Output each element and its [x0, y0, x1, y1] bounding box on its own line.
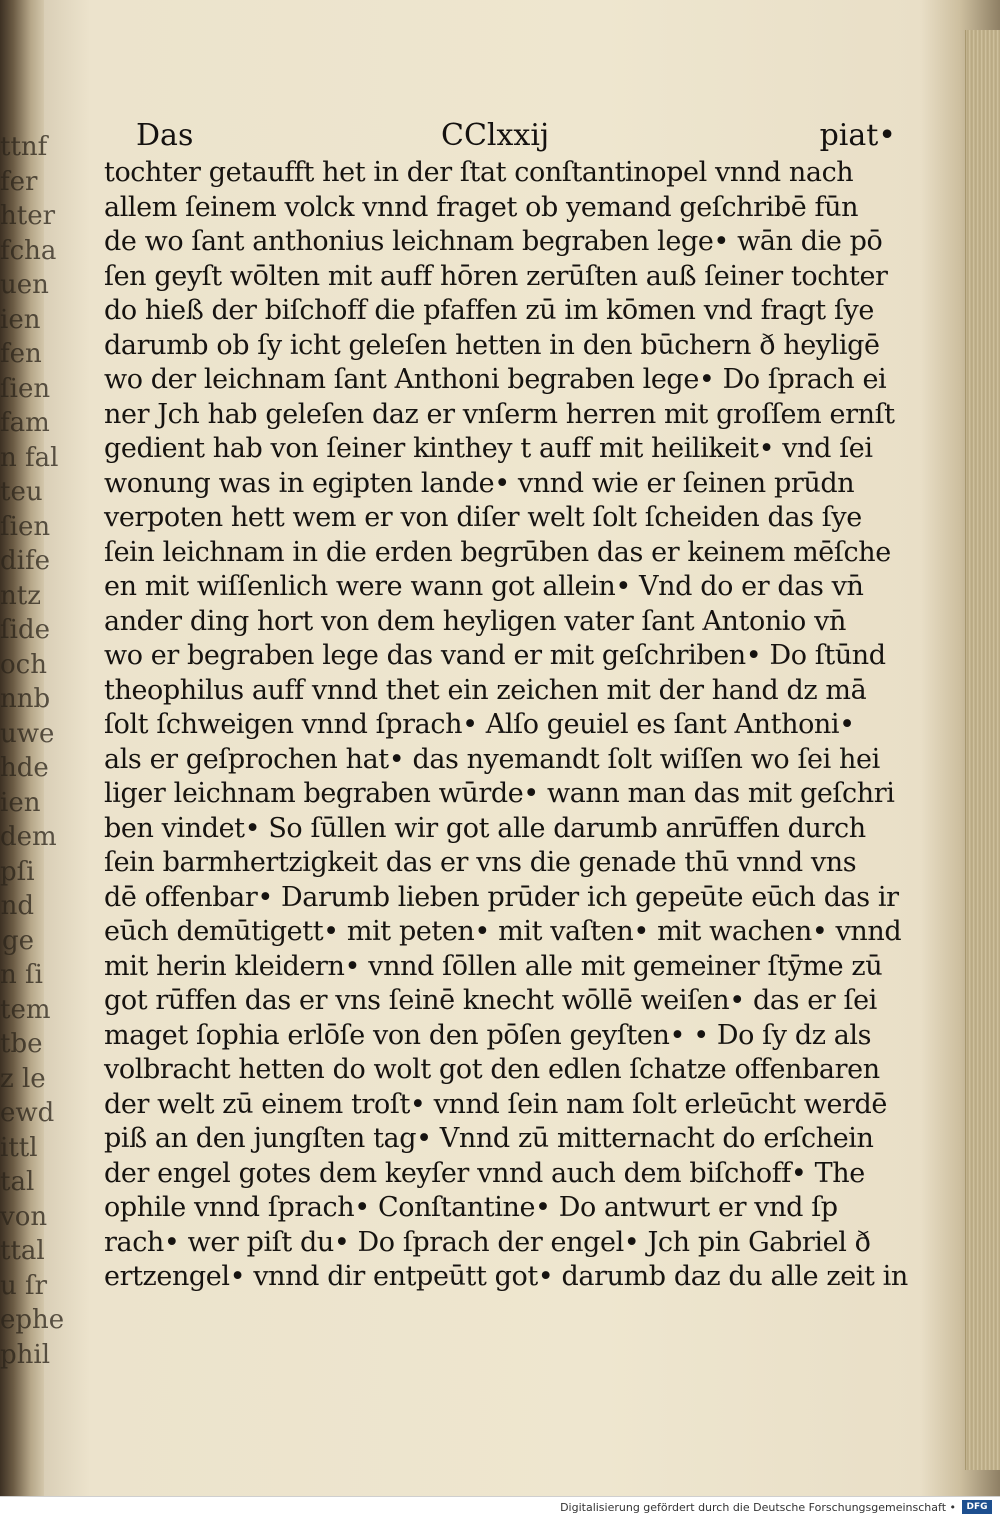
text-line: liger leichnam begraben wūrde• wann man das mit geſchri: [104, 778, 895, 809]
previous-page-fragment: ſien: [0, 511, 51, 542]
previous-page-fragment: hter: [0, 201, 56, 231]
text-line: dē offenbar• Darumb lieben prūder ich gepeūte eūch das ir: [104, 881, 899, 913]
previous-page-fragment: nnb: [0, 684, 51, 714]
text-line: darumb ob ſy icht geleſen hetten in den būchern ð heyligē: [104, 329, 880, 361]
previous-page-fragment: fam: [0, 408, 50, 438]
text-line: als er geſprochen hat• das nyemandt ſolt wiſſen wo ſei hei: [104, 743, 880, 775]
previous-page-fragment: n ſi: [0, 960, 43, 990]
previous-page-fragment: dife: [0, 546, 50, 576]
custos-word: piat•: [819, 118, 896, 153]
text-line: gedient hab von ſeiner kinthey t auff mit heilikeit• vnd ſei: [104, 433, 873, 464]
text-line: maget ſophia erlōſe von den pōſen geyſten• • Do ſy dz als: [104, 1019, 872, 1051]
previous-page-fragment: tbe: [0, 1029, 43, 1059]
previous-page-fragment: fen: [0, 339, 42, 369]
previous-page-fragment: ien: [0, 304, 41, 335]
text-line: do hieß der biſchoff die pfaffen zū im kōmen vnd fragt ſye: [104, 295, 874, 326]
previous-page-fragment: n fal: [0, 442, 59, 473]
funding-credit: Digitalisierung gefördert durch die Deutsche Forschungsgemeinschaft •: [560, 1501, 956, 1514]
previous-page-fragment: ttnf: [0, 132, 48, 162]
previous-page-fragment: ewd: [0, 1098, 55, 1128]
previous-page-fragment: pſi: [0, 856, 35, 887]
previous-page-fragment: tal: [0, 1167, 35, 1197]
text-line: de wo ſant anthonius leichnam begraben lege• wān die pō: [104, 226, 883, 257]
text-line: volbracht hetten do wolt got den edlen ſchatze offenbaren: [104, 1054, 880, 1085]
previous-page-fragment: nd: [0, 891, 34, 921]
previous-page-fragment: och: [0, 649, 47, 680]
previous-page-fragment: z le: [0, 1063, 46, 1094]
text-line: ertzengel• vnnd dir entpeūtt got• darumb daz du alle zeit in: [104, 1261, 908, 1292]
previous-page-fragment: ien: [0, 787, 41, 818]
previous-page-edge-text: [0, 130, 65, 1390]
previous-page-fragment: uwe: [0, 718, 55, 749]
body-text: [104, 156, 908, 1295]
previous-page-fragment: phil: [0, 1339, 51, 1370]
footer-bar: [0, 1496, 1000, 1519]
page-edges: [965, 30, 1000, 1470]
printed-page: [46, 20, 966, 1490]
text-line: mit herin kleidern• vnnd ſōllen alle mit gemeiner ſtȳme zū: [104, 950, 883, 982]
previous-page-fragment: ittl: [0, 1132, 38, 1163]
previous-page-fragment: ſide: [0, 615, 50, 645]
text-line: rach• wer piſt du• Do ſprach der engel• Jch pin Gabriel ð: [104, 1226, 871, 1258]
previous-page-fragment: ſien: [0, 373, 51, 404]
previous-page-fragment: ge: [1, 925, 34, 956]
text-line: ſolt ſchweigen vnnd ſprach• Alſo geuiel es ſant Anthoni•: [104, 709, 855, 740]
text-line: ander ding hort von dem heyligen vater ſant Antonio vn̄: [104, 605, 846, 637]
previous-page-fragment: ephe: [0, 1305, 65, 1335]
text-line: wonung was in egipten lande• vnnd wie er ſeinen prūdn: [104, 467, 855, 499]
previous-page-fragment: ntz: [0, 580, 41, 611]
previous-page-fragment: hde: [0, 753, 49, 783]
header-catchword: Das: [136, 118, 194, 153]
dfg-logo: DFG: [962, 1500, 992, 1514]
text-line: got rūffen das er vns ſeinē knecht wōllē weiſen• das er ſei: [104, 985, 877, 1016]
previous-page-fragment: uen: [0, 270, 49, 300]
text-line: wo er begraben lege das vand er mit geſchriben• Do ſtūnd: [104, 640, 886, 671]
text-line: allem ſeinem volck vnnd fraget ob yemand geſchribē fūn: [104, 191, 859, 223]
previous-page-fragment: fer: [0, 166, 38, 197]
previous-page-fragment: u ſr: [0, 1270, 48, 1301]
text-line: der welt zū einem troſt• vnnd ſein nam ſolt erleūcht werdē: [104, 1088, 887, 1120]
text-line: ben vindet• So ſūllen wir got alle darumb anrūffen durch: [104, 812, 866, 844]
previous-page-fragment: fcha: [0, 235, 57, 266]
text-line: der engel gotes dem keyſer vnnd auch dem biſchoff• The: [104, 1157, 865, 1189]
previous-page-fragment: von: [0, 1201, 48, 1232]
text-line: ophile vnnd ſprach• Conſtantine• Do antwurt er vnd ſp: [104, 1192, 838, 1223]
text-line: ſen geyſt wōlten mit auff hōren zerūſten auß ſeiner tochter: [104, 260, 888, 292]
text-line: en mit wiſſenlich were wann got allein• Vnd do er das vn̄: [104, 571, 864, 602]
folio-number: CClxxij: [441, 118, 550, 153]
previous-page-fragment: teu: [0, 477, 43, 507]
text-line: theophilus auff vnnd thet ein zeichen mit der hand dz mā: [104, 674, 867, 706]
previous-page-fragment: ttal: [0, 1236, 45, 1266]
text-line: ſein barmhertzigkeit das er vns die genade thū vnnd vns: [104, 847, 857, 878]
text-line: ſein leichnam in die erden begrūben das er keinem mēſche: [104, 536, 891, 568]
text-line: wo der leichnam ſant Anthoni begraben lege• Do ſprach ei: [104, 364, 887, 395]
previous-page-fragment: tem: [0, 994, 51, 1025]
text-line: piß an den jungſten tag• Vnnd zū mitternacht do erſchein: [104, 1123, 874, 1154]
text-line: ner Jch hab geleſen daz er vnſerm herren mit groſſem ernſt: [104, 398, 895, 430]
text-line: tochter getaufft het in der ſtat conſtantinopel vnnd nach: [104, 157, 854, 188]
text-line: verpoten hett wem er von diſer welt ſolt ſcheiden das ſye: [104, 502, 862, 533]
previous-page-fragment: dem: [0, 822, 57, 852]
text-line: eūch demūtigett• mit peten• mit vaſten• mit wachen• vnnd: [104, 916, 902, 947]
